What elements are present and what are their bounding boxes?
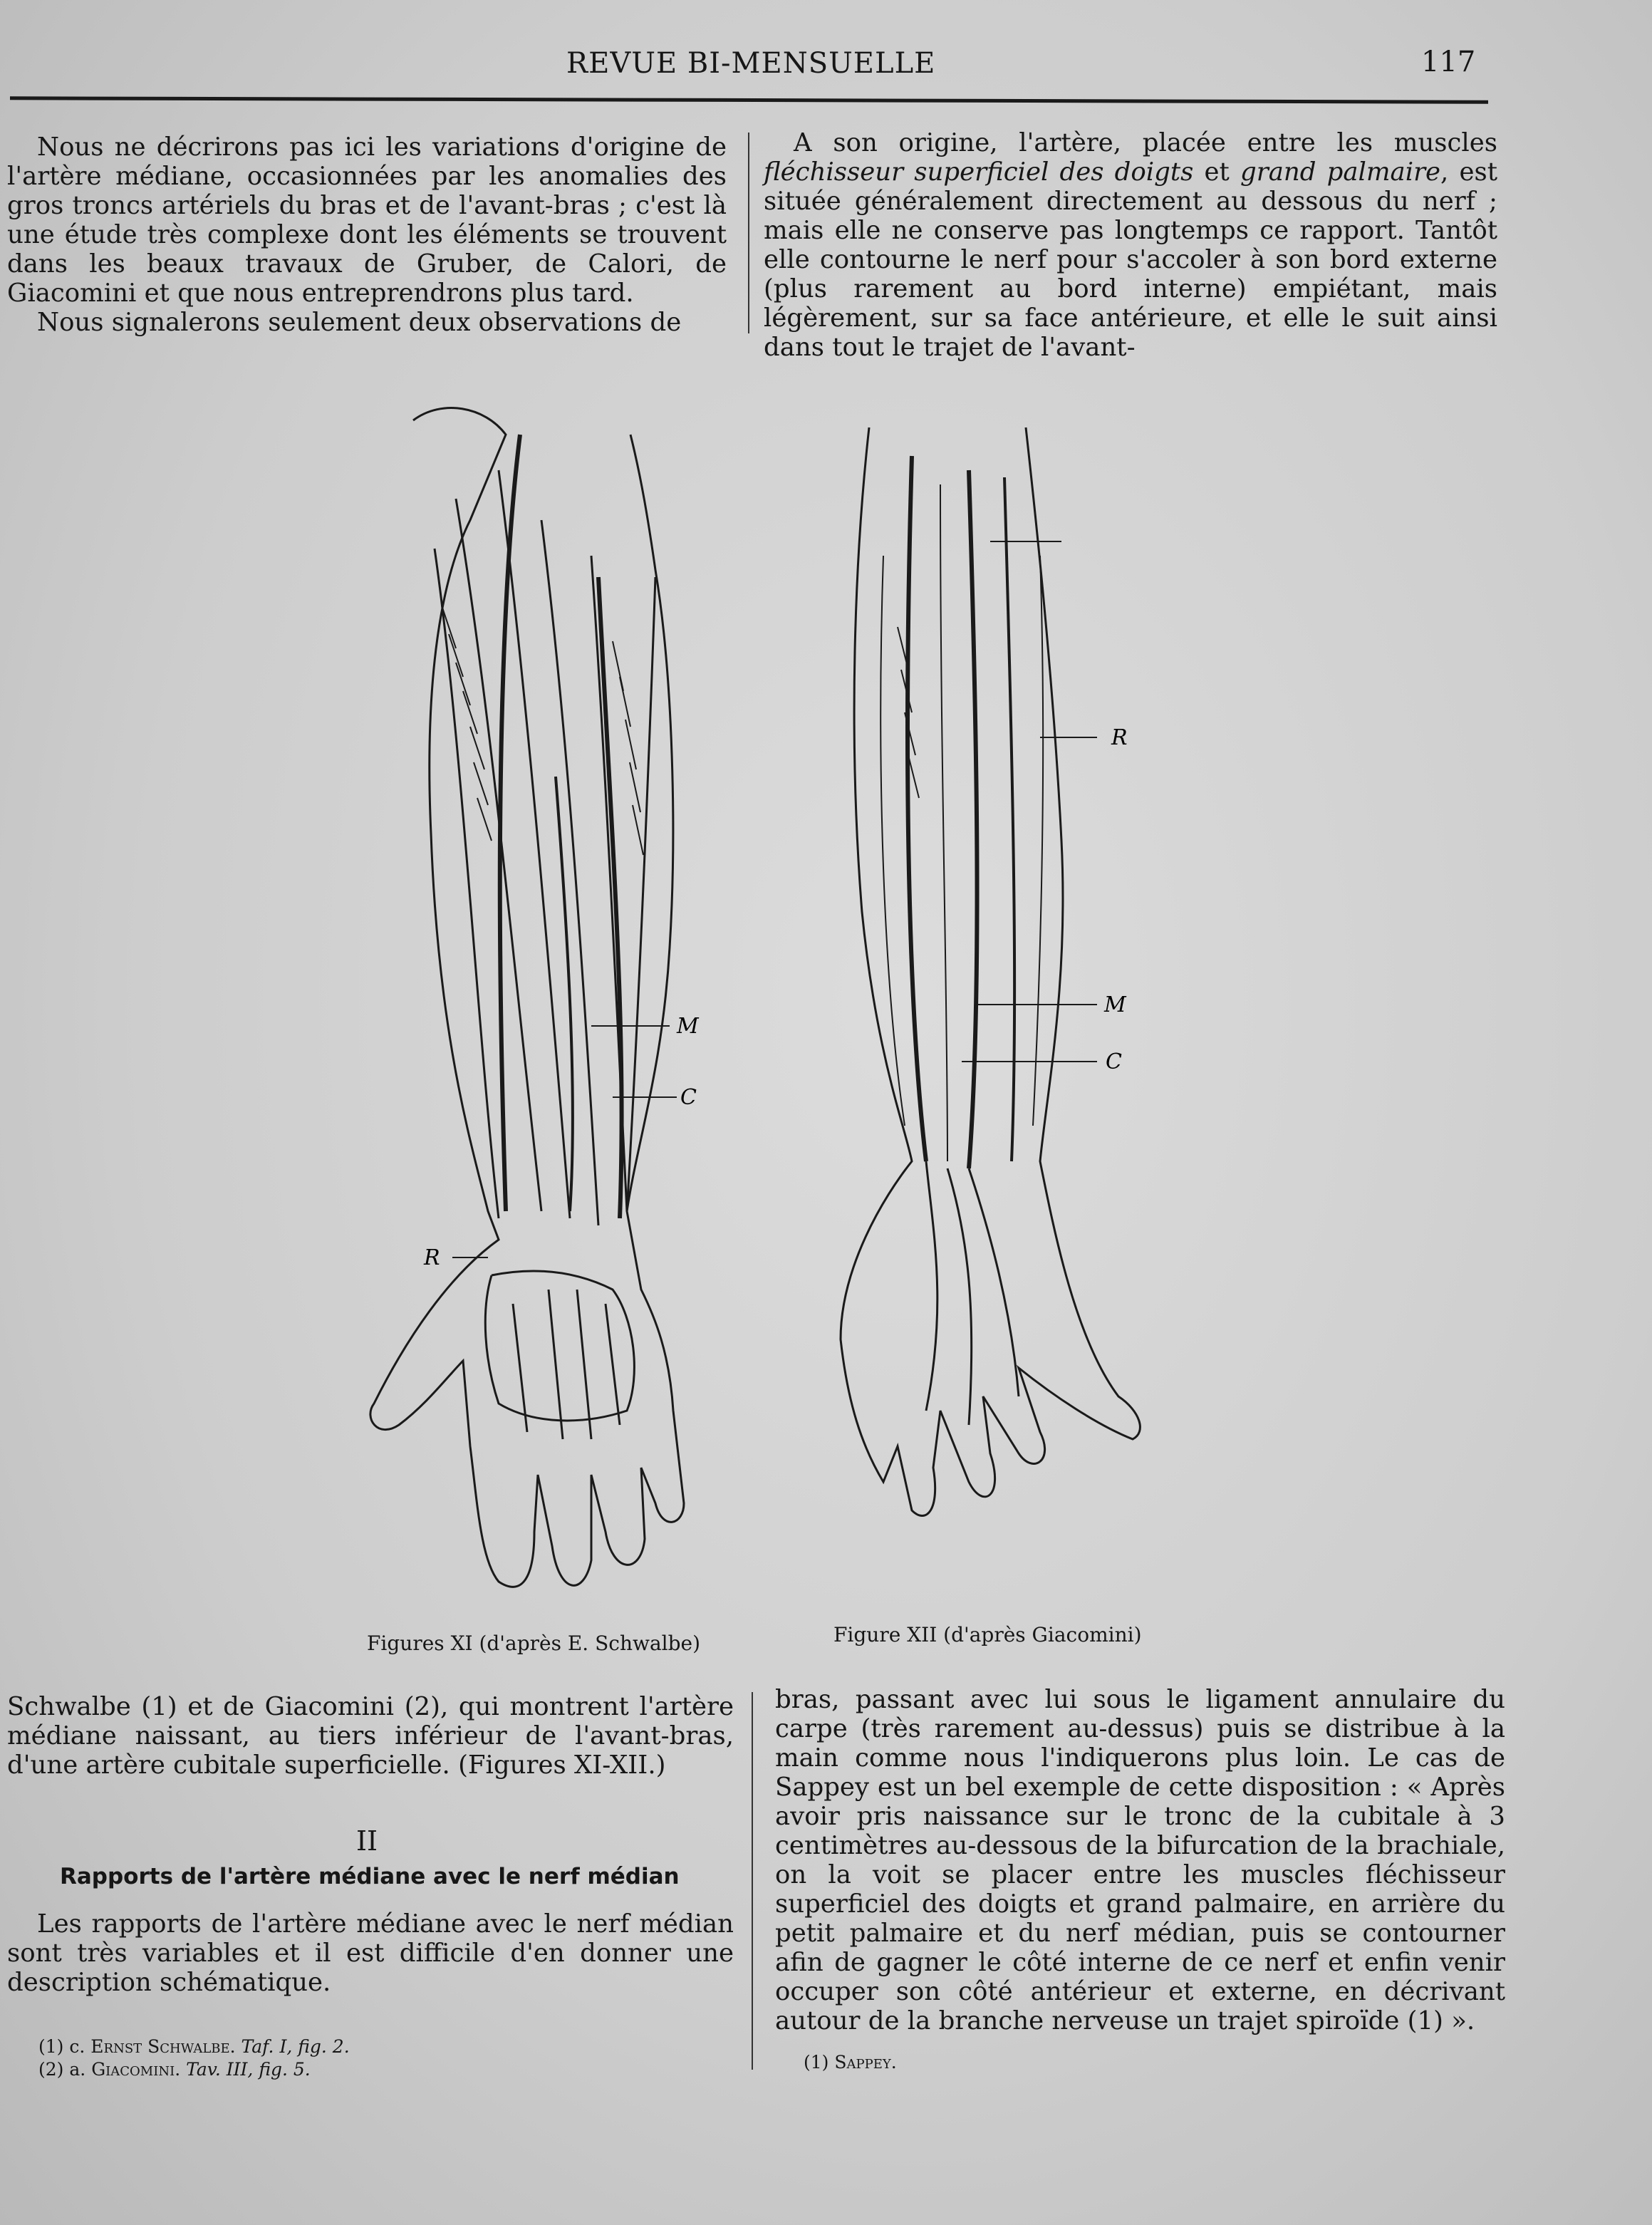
column-divider	[752, 1692, 753, 2070]
figure-xii-caption: Figure XII (d'après Giacomini)	[833, 1623, 1142, 1646]
figure-xii-forearm-illustration	[826, 413, 1154, 1525]
figure-xi-caption: Figures XI (d'après E. Schwalbe)	[367, 1632, 701, 1655]
section-title: Rapports de l'artère médiane avec le nerf médian	[60, 1864, 680, 1889]
column-divider	[748, 133, 749, 333]
label-r: R	[1111, 725, 1128, 750]
page-header	[0, 43, 1496, 85]
running-title: REVUE BI-MENSUELLE	[566, 47, 936, 80]
footnote-sappey: (1) Sappey.	[804, 2052, 897, 2073]
paragraph: Les rapports de l'artère médiane avec le nerf médian sont très variables et il est difficile d'en donner une description schématique.	[7, 1909, 734, 1997]
label-c: C	[1106, 1049, 1122, 1074]
top-right-column	[764, 128, 1497, 362]
paragraph: Schwalbe (1) et de Giacomini (2), qui montrent l'artère médiane naissant, au tiers inférieur de l'avant-bras, d'une artère cubitale superficielle. (Figures XI-XII.)	[7, 1692, 734, 1780]
bottom-left-column-continued	[7, 1909, 734, 1997]
paragraph: bras, passant avec lui sous le ligament annulaire du carpe (très rarement au-dessus) puis se distribue à la main comme nous l'indiquerons plus loin. Le cas de Sappey est un bel exemple de cette disposition : « Après avoir pris naissance sur le tronc de la cubitale à 3 centimètres au-dessous de la bifurcation de la brachiale, on la voit se placer entre les muscles fléchisseur superficiel des doigts et grand palmaire, en arrière du petit palmaire et du nerf médian, puis se contourner afin de gagner le côté interne de ce nerf et enfin venir occuper son côté antérieur et externe, en décrivant autour de la branche nerveuse un trajet spiroïde (1) ».	[775, 1685, 1505, 2035]
page-number: 117	[1421, 46, 1476, 78]
figure-xi-forearm-illustration	[356, 392, 727, 1603]
paragraph: A son origine, l'artère, placée entre les muscles fléchisseur superficiel des doigts et grand palmaire, est située généralement directement au dessous du nerf ; mais elle ne conserve pas longtemps ce rapport. Tantôt elle contourne le nerf pour s'accoler à son bord externe (plus rarement au bord interne) empiétant, mais légèrement, sur sa face antérieure, et elle le suit ainsi dans tout le trajet de l'avant-	[764, 128, 1498, 362]
bottom-right-column	[775, 1685, 1505, 2035]
label-c: C	[680, 1085, 697, 1110]
label-m: M	[677, 1014, 699, 1039]
footnote-1: (1) c. Ernst Schwalbe. Taf. I, fig. 2.	[38, 2036, 350, 2057]
header-rule	[10, 96, 1488, 103]
label-m: M	[1104, 992, 1126, 1017]
paragraph: Nous signalerons seulement deux observations de	[37, 308, 682, 337]
paragraph: Nous ne décrirons pas ici les variations d'origine de l'artère médiane, occasionnées par les anomalies des gros troncs artériels du bras et de l'avant-bras ; c'est là une étude très complexe dont les éléments se trouvent dans les beaux travaux de Gruber, de Calori, de Giacomini et que nous entreprendrons plus tard.	[7, 133, 727, 308]
footnote-2: (2) a. Giacomini. Tav. III, fig. 5.	[38, 2059, 311, 2080]
label-r: R	[424, 1245, 440, 1270]
top-left-column	[7, 133, 727, 337]
bottom-left-column	[7, 1692, 734, 1780]
section-number: II	[356, 1825, 378, 1857]
